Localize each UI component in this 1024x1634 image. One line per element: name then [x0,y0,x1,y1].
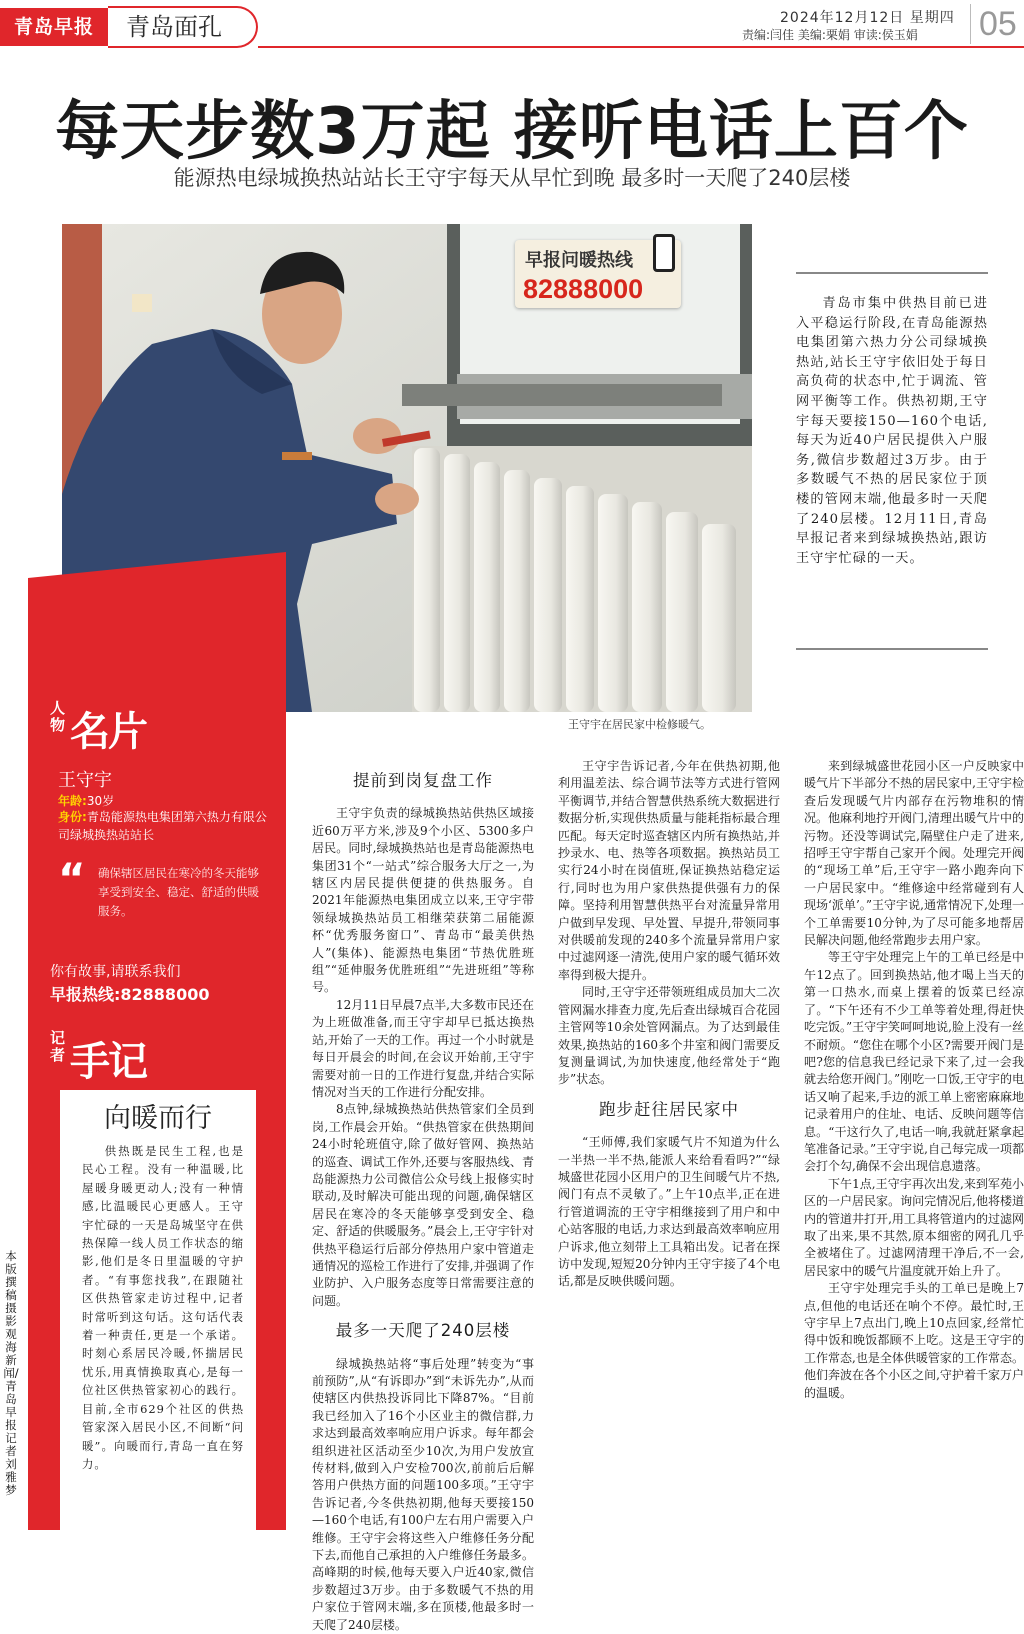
paragraph: 下午1点,王守宇再次出发,来到军苑小区的一户居民家。询问完情况后,他将楼道内的管道井打开,用工具将管道内的过滤网取了出来,果不其然,原本细密的网孔几乎全被堵住了。过滤网清理干净后,不一会,居民家中的暖气片温度就开始上升了。 [804,1176,1024,1278]
profile-name: 王守宇 [58,770,112,791]
profile-quote: 确保辖区居民在寒冷的冬天能够享受到安全、稳定、舒适的供暖服务。 [98,866,259,918]
paragraph: 等王守宇处理完上午的工单已经是中午12点了。回到换热站,他才喝上当天的第一口热水,而桌上摆着的饭菜已经凉了。“下午还有不少工单等着处理,得赶快吃完饭。”王守宇笑呵呵地说,脸上没有一丝不耐烦。“您住在哪个小区?需要开阀门是吧?您的信息我已经记录下来了,过一会我就去给您开阀门。”刚吃一口饭,王守宇的电话又响了起来,手边的派工单上密密麻麻地记录着用户的住址、电话、反映问题等信息。“干这行久了,电话一响,我就赶紧拿起笔准备记录。”王守宇说,自己每完成一项都会打个勾,确保不会出现信息遗落。 [804,950,1024,1174]
byline-credits: 本版撰稿摄影 观海新闻/青岛早报记者 刘雅梦 [3,1249,19,1497]
quote-mark-icon: “ [58,854,86,903]
publication-date: 2024年12月12日 星期四 [780,10,955,26]
paragraph: 王守宇负责的绿城换热站供热区域接近60万平方米,涉及9个小区、5300多户居民。同时,绿城换热站也是青岛能源热电集团31个“一站式”综合服务大厅之一,为辖区内居民提供便捷的供热服务。自2021年能源热电集团成立以来,王守宇带领绿城换热站员工相继荣获第二届能源杯“优秀服务窗口”、青岛市“最美供热人”(集体)、能源热电集团“节热优胜班组”“延伸服务优胜班组”“先进班组”等称号。 [312,806,534,995]
paragraph: “王师傅,我们家暖气片不知道为什么一半热一半不热,能派人来给看看吗?”“绿城盛世花园小区用户的卫生间暖气片不热,阀门有点不灵敏了。”上午10点半,正在进行管道调流的王守宇相继接到了用户和中心站客服的电话,力求达到最高效率响应用户诉求,他立刻带上工具箱出发。记者在探访中发现,短短20分钟内王守宇接了4个电话,都是反映供暖问题。 [558,1135,780,1289]
subheadline: 能源热电绿城换热站站长王守宇每天从早忙到晚 最多时一天爬了240层楼 [173,166,851,190]
radiator-fins [412,446,752,712]
lead-paragraph: 青岛市集中供热目前已进入平稳运行阶段,在青岛能源热电集团第六热力分公司绿城换热站,站长王守宇依旧处于每日高负荷的状态中,忙于调流、管网平衡等工作。供热初期,王守宇每天要接150—160个电话,每天为近40户居民提供入户服务,微信步数超过3万步。由于多数暖气不热的居民家位于顶楼的管网末端,他最多时一天爬了240层楼。12月11日,青岛早报记者来到绿城换热站,跟访王守宇忙碌的一天。 [796,296,988,566]
paragraph: 王守宇告诉记者,今年在供热初期,他利用温差法、综合调节法等方式进行管网平衡调节,并结合智慧供热系统大数据进行数据分析,实现供热质量与能耗指标最合理匹配。每天定时巡查辖区内所有换热站,并抄录水、电、热等各项数据。换热站员工实行24小时在岗值班,保证换热站稳定运行,同时也为用户家供热提供强有力的保障。坚持利用智慧供热平台对流量异常用户做到早发现、早处置、早提升,带领同事对供暖前发现的240多个流量异常用户家中过滤网逐一清洗,使用户家的暖气循环效率得到极大提升。 [558,759,780,982]
phone-icon [653,234,675,272]
page-number: 05 [970,4,1017,44]
profile-age-label: 年龄: [58,794,87,808]
lead-box [796,272,988,650]
notes-heading-big: 手记 [70,1039,146,1085]
profile-card-heading-big: 名片 [70,709,146,755]
reporter-notes-text: 供热既是民生工程,也是民心工程。没有一种温暖,比屋暖身暖更动人;没有一种情感,比温暖民心更感人。王守宇忙碌的一天是岛城坚守在供热保障一线人员工作状态的缩影,他们是冬日里温暖的守护者。“有事您找我”,在跟随社区供热管家走访过程中,记者时常听到这句话。这句话代表着一种责任,更是一个承诺。时刻心系居民冷暖,怀揣居民忧乐,用真情换取真心,是每一位社区供热管家初心的践行。目前,全市629个社区的供热管家深入居民小区,不间断“问暖”。向暖而行,青岛一直在努力。 [82,1144,244,1471]
paragraph: 12月11日早晨7点半,大多数市民还在为上班做准备,而王守宇却早已抵达换热站,开始了一天的工作。再过一个小时就是每日开晨会的时间,在会议开始前,王守宇需要对前一日的工作进行复盘,并结合实际情况对当天的工作进行分配安排。 [312,997,534,1099]
paragraph: 王守宇处理完手头的工单已是晚上7点,但他的电话还在响个不停。最忙时,王守宇早上7点出门,晚上10点回家,经常忙得中饭和晚饭都顾不上吃。这是王守宇的工作常态,也是全体供暖管家的工作常态。他们奔波在各个小区之间,守护着千家万户的温暖。 [804,1281,1024,1400]
header-rule [258,46,1024,48]
contact-hotline: 早报热线:82888000 [50,985,210,1004]
article-column-1 [312,760,534,1632]
profile-card-heading-small: 人物 [50,699,64,734]
subhead-240-floors: 最多一天爬了240层楼 [335,1321,511,1341]
editor-credits: 责编:闫佳 美编:栗娟 审读:侯玉娟 [742,28,918,42]
article-column-3 [804,758,1024,1530]
hotline-badge [515,240,681,308]
subhead-early-shift: 提前到岗复盘工作 [353,771,493,790]
paragraph: 8点钟,绿城换热站供热管家们全员到岗,工作晨会开始。“供热管家在供热期间24小时轮班值守,除了做好管网、换热站的巡查、调试工作外,还要与客服热线、青岛能源热力公司微信公众号线上报修实时联动,及时解决可能出现的问题,确保辖区居民在寒冷的冬天能够享受到安全、稳定、舒适的供暖服务。”晨会上,王守宇针对供热平稳运行后部分停热用户家中管道走通情况的巡检工作进行了安排,并强调了作业防护、入户服务态度等日常需要注意的问题。 [312,1102,534,1308]
profile-identity [58,808,268,844]
paragraph: 同时,王守宇还带领班组成员加大二次管网漏水排查力度,先后查出绿城百合花园主管网等10余处管网漏点。为了达到最佳效果,换热站的160多个井室和阀门需要反复测量调试,为加快速度,他经常处于“跑步”状态。 [558,985,780,1087]
paragraph: 来到绿城盛世花园小区一户反映家中暖气片下半部分不热的居民家中,王守宇检查后发现暖气片内部存在污物堆积的情况。他麻利地拧开阀门,清理出暖气片中的污物。还没等调试完,隔壁住户走了进来,招呼王守宇帮自己家开个阀。处理完开阀的“现场工单”后,王守宇一路小跑奔向下一户居民家中。“维修途中经常碰到有人现场‘派单’。”王守宇说,通常情况下,处理一个工单需要10分钟,为了尽可能多地帮居民解决问题,他经常跑步去用户家。 [804,759,1024,948]
notes-heading-small: 记者 [50,1029,64,1064]
hotline-title: 早报问暖热线 [525,250,633,271]
paragraph: 绿城换热站将“事后处理”转变为“事前预防”,从“有诉即办”到“未诉先办”,从而使辖区内供热投诉同比下降87%。“目前我已经加入了16个小区业主的微信群,力求达到最高效率响应用户诉求。每年都会组织进社区活动至少10次,为用户发放宣传材料,做到入户安检700次,前前后后解答用户供热方面的问题100多项。”王守宇告诉记者,今冬供热初期,他每天要接150—160个电话,有100户左右用户需要入户维修。王守宇会将这些入户维修任务分配下去,而他自己承担的入户维修任务最多。高峰期的时候,他每天要入户近40家,微信步数超过3万步。由于多数暖气不热的用户家位于管网末端,多在顶楼,他最多时一天爬了240层楼。 [312,1356,534,1632]
profile-age-value: 30岁 [86,794,115,808]
reporter-notes-title: 向暖而行 [104,1103,212,1134]
profile-identity-value: 青岛能源热电集团第六热力有限公司绿城换热站站长 [58,810,267,842]
photo-caption: 王守宇在居民家中检修暖气。 [568,718,711,731]
profile-identity-label: 身份: [58,810,87,824]
article-column-2 [558,758,780,1530]
hotline-number: 82888000 [523,274,644,304]
profile-card-heading [50,700,146,757]
section-title: 青岛面孔 [108,6,258,48]
profile-age [58,792,114,809]
notes-heading [50,1030,146,1087]
headline: 每天步数3万起 接听电话上百个 [55,95,969,169]
reporter-notes-box [60,1090,256,1530]
subhead-running: 跑步赶往居民家中 [599,1099,739,1119]
newspaper-logo: 青岛早报 [0,8,108,46]
contact-line: 你有故事,请联系我们 [50,964,181,980]
